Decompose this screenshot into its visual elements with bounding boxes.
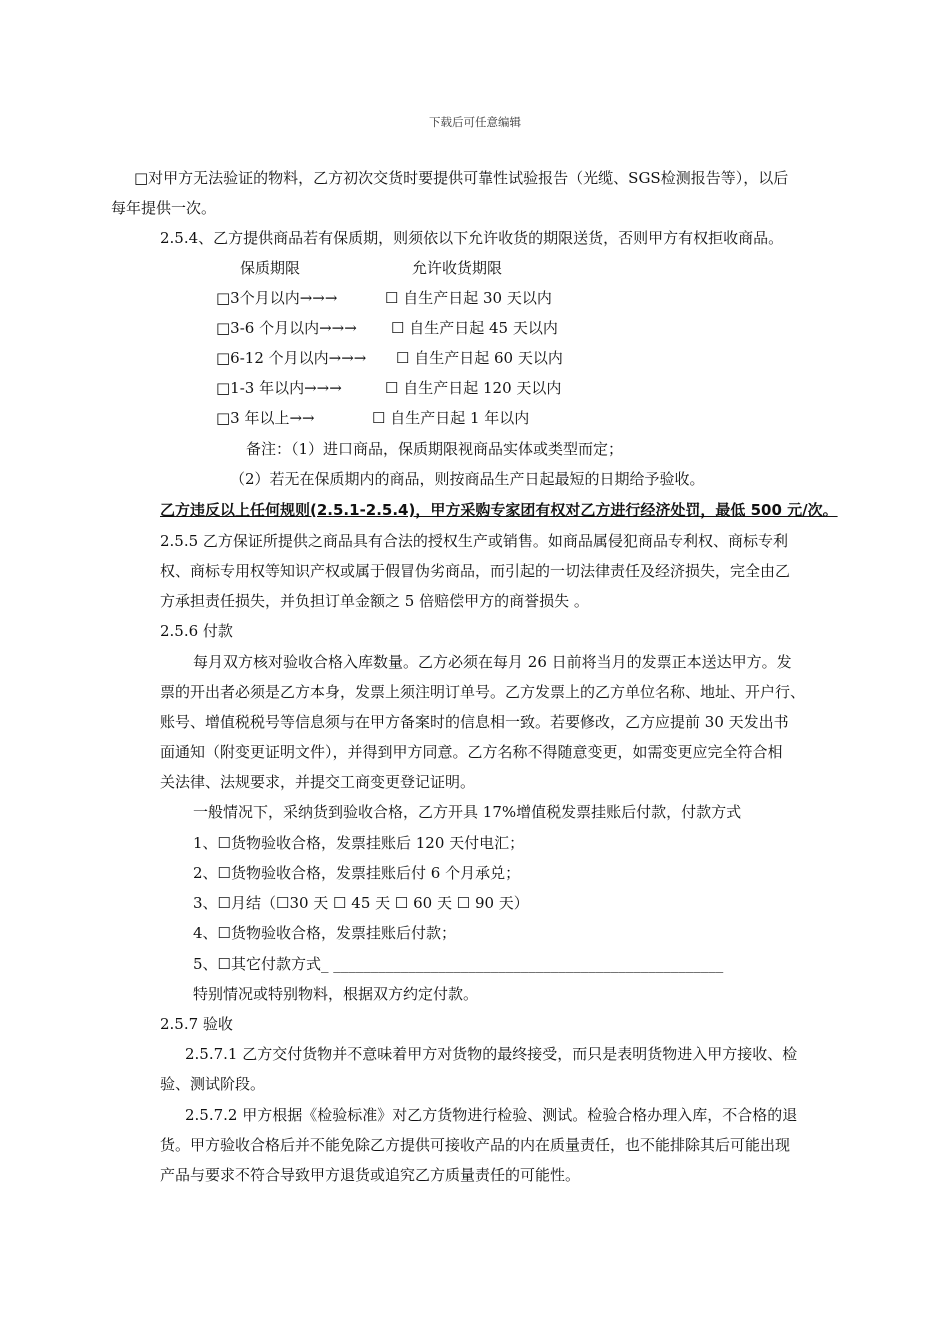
paragraph-line: □对甲方无法验证的物料，乙方初次交货时要提供可靠性试验报告（光缆、SGS检测报告等），以后 [134, 169, 789, 187]
accept-period-option: ☐ 自生产日起 45 天以内 [391, 319, 558, 337]
shelf-life-option: □1-3 年以内→→→ [216, 379, 342, 397]
accept-period-option: ☐ 自生产日起 1 年以内 [372, 409, 530, 427]
section-2-5-7-heading: 2.5.7 验收 [160, 1015, 233, 1033]
paragraph-line: 特别情况或特别物料，根据双方约定付款。 [193, 985, 479, 1003]
accept-period-option: ☐ 自生产日起 120 天以内 [385, 379, 562, 397]
accept-period-option: ☐ 自生产日起 30 天以内 [385, 289, 552, 307]
shelf-life-option: □3个月以内→→→ [216, 289, 338, 307]
paragraph-line: 每年提供一次。 [111, 199, 217, 217]
shelf-life-option: □3-6 个月以内→→→ [216, 319, 357, 337]
payment-option-3: 3、☐月结（☐30 天 ☐ 45 天 ☐ 60 天 ☐ 90 天） [193, 894, 529, 912]
paragraph-line: 权、商标专用权等知识产权或属于假冒伪劣商品，而引起的一切法律责任及经济损失，完全由乙 [160, 562, 791, 580]
section-2-5-5: 2.5.5 乙方保证所提供之商品具有合法的授权生产或销售。如商品属侵犯商品专利权、商标专利 [160, 532, 788, 550]
paragraph-line: 方承担责任损失，并负担订单金额之 5 倍赔偿甲方的商誉损失 。 [160, 592, 589, 610]
paragraph-line: 面通知（附变更证明文件），并得到甲方同意。乙方名称不得随意变更，如需变更应完全符合相 [160, 743, 783, 761]
paragraph-line: 一般情况下，采纳货到验收合格，乙方开具 17%增值税发票挂账后付款，付款方式 [193, 803, 742, 821]
section-2-5-4: 2.5.4、乙方提供商品若有保质期，则须依以下允许收货的期限送货，否则甲方有权拒收商品。 [160, 229, 784, 247]
paragraph-line: 产品与要求不符合导致甲方退货或追究乙方质量责任的可能性。 [160, 1166, 581, 1184]
remark-line: （2）若无在保质期内的商品，则按商品生产日起最短的日期给予验收。 [230, 470, 705, 488]
shelf-life-option: □3 年以上→→ [216, 409, 315, 427]
paragraph-line: 2.5.7.1 乙方交付货物并不意味着甲方对货物的最终接受，而只是表明货物进入甲方接收、检 [185, 1045, 798, 1063]
column-header-shelf-life: 保质期限 [240, 259, 301, 277]
paragraph-line: 货。甲方验收合格后并不能免除乙方提供可接收产品的内在质量责任，也不能排除其后可能出现 [160, 1136, 791, 1154]
accept-period-option: ☐ 自生产日起 60 天以内 [396, 349, 563, 367]
paragraph-line: 关法律、法规要求，并提交工商变更登记证明。 [160, 773, 476, 791]
paragraph-line: 账号、增值税税号等信息须与在甲方备案时的信息相一致。若要修改，乙方应提前 30 天发出书 [160, 713, 789, 731]
payment-option-1: 1、☐货物验收合格，发票挂账后 120 天付电汇； [193, 834, 525, 852]
shelf-life-option: □6-12 个月以内→→→ [216, 349, 367, 367]
page-header: 下载后可任意编辑 [429, 115, 521, 129]
paragraph-line: 2.5.7.2 甲方根据《检验标准》对乙方货物进行检验、测试。检验合格办理入库，不合格的退 [185, 1106, 798, 1124]
paragraph-line: 每月双方核对验收合格入库数量。乙方必须在每月 26 日前将当月的发票正本送达甲方。发 [193, 653, 792, 671]
payment-option-4: 4、☐货物验收合格，发票挂账后付款； [193, 924, 456, 942]
section-2-5-6-heading: 2.5.6 付款 [160, 622, 233, 640]
column-header-accept-period: 允许收货期限 [412, 259, 503, 277]
payment-option-2: 2、☐货物验收合格，发票挂账后付 6 个月承兑； [193, 864, 521, 882]
payment-option-5: 5、☐其它付款方式_ ____________________________________________________ [193, 955, 724, 973]
penalty-statement: 乙方违反以上任何规则(2.5.1-2.5.4)，甲方采购专家团有权对乙方进行经济处罚，最低 500 元/次。 [160, 501, 838, 519]
paragraph-line: 验、测试阶段。 [160, 1075, 266, 1093]
remark-line: 备注：（1）进口商品，保质期限视商品实体或类型而定； [246, 440, 624, 458]
paragraph-line: 票的开出者必须是乙方本身，发票上须注明订单号。乙方发票上的乙方单位名称、地址、开户行、 [160, 683, 806, 701]
